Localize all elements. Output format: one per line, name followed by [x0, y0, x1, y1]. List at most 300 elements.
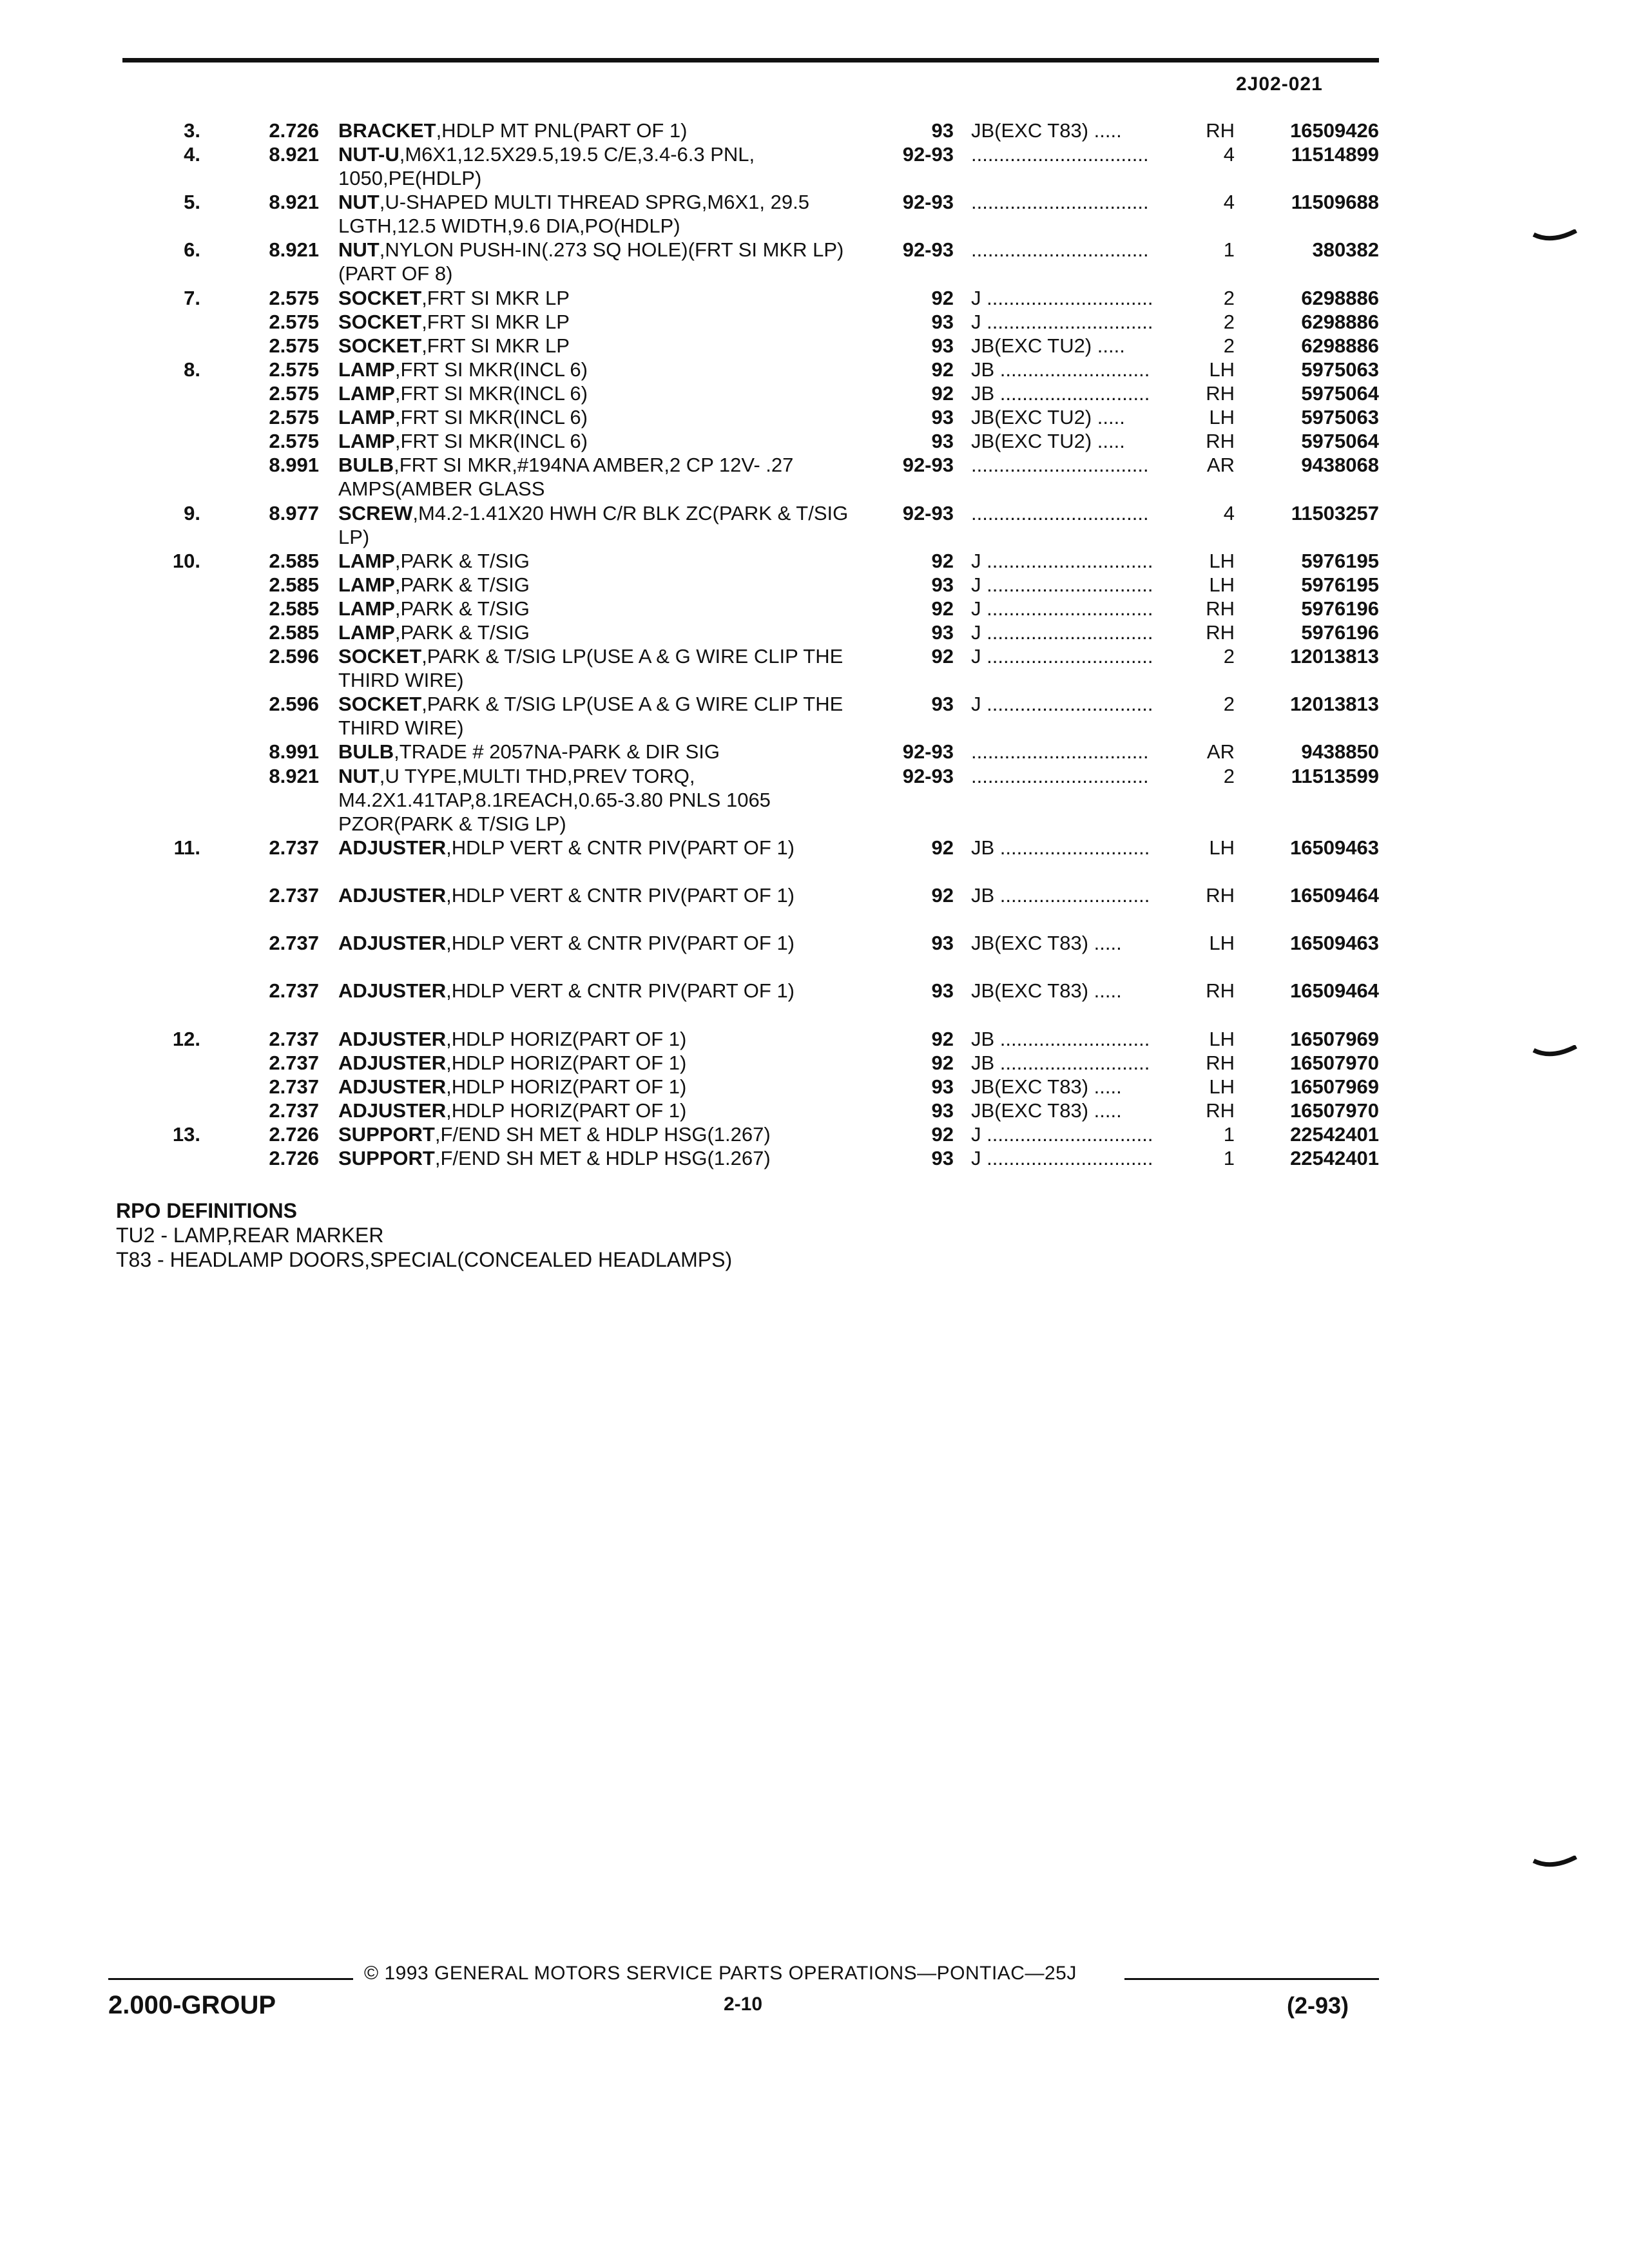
part-name: ADJUSTER: [338, 979, 447, 1003]
model-year: 93: [931, 119, 954, 142]
part-detail: ,FRT SI MKR(INCL 6): [394, 430, 588, 453]
quantity: RH: [1206, 1051, 1235, 1074]
part-name: ADJUSTER: [338, 884, 447, 907]
group-number: 8.921: [269, 191, 319, 214]
part-description: [338, 142, 873, 190]
part-description: [338, 119, 873, 142]
part-number: 12013813: [1290, 645, 1379, 668]
part-detail: ,HDLP VERT & CNTR PIV(PART OF 1): [446, 884, 795, 907]
quantity: 2: [1223, 334, 1235, 357]
group-number: 2.737: [269, 1099, 319, 1122]
part-description: [338, 597, 873, 620]
part-number: 5975063: [1301, 406, 1379, 429]
model-year: 92-93: [902, 143, 954, 166]
part-detail: ,U-SHAPED MULTI THREAD SPRG,M6X1, 29.5 LGTH,12.5 WIDTH,9.6 DIA,PO(HDLP): [338, 191, 809, 238]
usage-option: J ..............................: [971, 1147, 1153, 1170]
part-row: [0, 1075, 1629, 1099]
usage-option: ................................: [971, 454, 1149, 477]
quantity: LH: [1209, 358, 1235, 381]
usage-option: JB(EXC T83) .....: [971, 932, 1122, 955]
part-description: [338, 405, 873, 429]
part-number: 6298886: [1301, 286, 1379, 309]
part-number: 5975064: [1301, 382, 1379, 405]
part-number: 16509463: [1290, 836, 1379, 859]
quantity: LH: [1209, 573, 1235, 596]
group-number: 2.596: [269, 693, 319, 716]
group-number: 8.921: [269, 764, 319, 787]
part-name: LAMP: [338, 430, 395, 453]
part-row: [0, 931, 1629, 979]
group-number: 2.737: [269, 932, 319, 955]
part-number: 11514899: [1291, 143, 1379, 166]
group-number: 2.575: [269, 430, 319, 453]
part-index: 7.: [184, 286, 200, 309]
part-number: 5975064: [1301, 430, 1379, 453]
footer-rule-right: [1124, 1978, 1379, 1980]
part-number: 5976196: [1301, 620, 1379, 644]
group-number: 2.596: [269, 645, 319, 668]
part-number: 22542401: [1290, 1147, 1379, 1170]
group-number: 8.977: [269, 501, 319, 524]
footer-date: (2-93): [1287, 1992, 1349, 2019]
quantity: LH: [1209, 836, 1235, 859]
part-number: 5975063: [1301, 358, 1379, 381]
part-detail: ,HDLP HORIZ(PART OF 1): [446, 1099, 687, 1122]
part-name: LAMP: [338, 358, 395, 381]
part-row: [0, 836, 1629, 883]
part-name: SOCKET: [338, 310, 422, 333]
part-detail: ,NYLON PUSH-IN(.273 SQ HOLE)(FRT SI MKR LP)(PART OF 8): [338, 238, 844, 285]
group-number: 2.585: [269, 597, 319, 620]
part-row: [0, 597, 1629, 620]
model-year: 93: [931, 979, 954, 1003]
part-index: 4.: [184, 143, 200, 166]
usage-option: JB ...........................: [971, 884, 1150, 907]
group-number: 2.575: [269, 334, 319, 357]
top-rule: [122, 58, 1379, 62]
model-year: 93: [931, 1075, 954, 1098]
model-year: 92-93: [902, 454, 954, 477]
part-detail: ,F/END SH MET & HDLP HSG(1.267): [434, 1147, 771, 1170]
group-number: 2.575: [269, 406, 319, 429]
usage-option: J ..............................: [971, 549, 1153, 572]
model-year: 92: [931, 1027, 954, 1050]
part-name: ADJUSTER: [338, 1027, 447, 1050]
quantity: RH: [1206, 979, 1235, 1003]
part-index: 12.: [172, 1027, 200, 1050]
part-name: SOCKET: [338, 645, 422, 668]
part-number: 22542401: [1290, 1122, 1379, 1146]
part-description: [338, 692, 873, 740]
part-row: [0, 501, 1629, 549]
part-description: [338, 1075, 873, 1099]
part-detail: ,U TYPE,MULTI THD,PREV TORQ, M4.2X1.41TAP,8.1REACH,0.65-3.80 PNLS 1065 PZOR(PARK & T/SIG LP): [338, 764, 771, 835]
part-row: [0, 549, 1629, 573]
part-row: [0, 190, 1629, 238]
part-row: [0, 429, 1629, 453]
quantity: RH: [1206, 1099, 1235, 1122]
usage-option: JB ...........................: [971, 1027, 1150, 1050]
part-description: [338, 429, 873, 453]
quantity: LH: [1209, 1075, 1235, 1098]
part-row: [0, 381, 1629, 405]
part-detail: ,FRT SI MKR(INCL 6): [394, 382, 588, 405]
usage-option: ................................: [971, 143, 1149, 166]
quantity: LH: [1209, 932, 1235, 955]
part-description: [338, 764, 873, 836]
part-description: [338, 501, 873, 549]
model-year: 92: [931, 1051, 954, 1074]
part-row: [0, 692, 1629, 740]
model-year: 92: [931, 884, 954, 907]
part-name: SCREW: [338, 501, 413, 524]
part-name: NUT-U: [338, 143, 400, 166]
part-detail: ,FRT SI MKR(INCL 6): [394, 358, 588, 381]
part-detail: ,TRADE # 2057NA-PARK & DIR SIG: [394, 740, 720, 764]
part-description: [338, 334, 873, 358]
part-name: LAMP: [338, 382, 395, 405]
part-name: ADJUSTER: [338, 1075, 447, 1098]
part-detail: ,M6X1,12.5X29.5,19.5 C/E,3.4-6.3 PNL, 1050,PE(HDLP): [338, 143, 755, 190]
usage-option: JB(EXC T83) .....: [971, 119, 1122, 142]
model-year: 93: [931, 693, 954, 716]
part-name: LAMP: [338, 573, 395, 596]
quantity: 2: [1223, 286, 1235, 309]
usage-option: J ..............................: [971, 597, 1153, 620]
part-name: SOCKET: [338, 693, 422, 716]
model-year: 92: [931, 597, 954, 620]
part-row: [0, 764, 1629, 836]
group-number: 2.737: [269, 1027, 319, 1050]
usage-option: J ..............................: [971, 1122, 1153, 1146]
quantity: 2: [1223, 310, 1235, 333]
part-index: 8.: [184, 358, 200, 381]
rpo-line: T83 - HEADLAMP DOORS,SPECIAL(CONCEALED HEADLAMPS): [116, 1248, 733, 1271]
part-number: 5976195: [1301, 573, 1379, 596]
part-detail: ,FRT SI MKR LP: [421, 334, 570, 357]
quantity: RH: [1206, 884, 1235, 907]
quantity: AR: [1206, 740, 1235, 764]
model-year: 92-93: [902, 501, 954, 524]
usage-option: J ..............................: [971, 693, 1153, 716]
group-number: 2.737: [269, 884, 319, 907]
part-row: [0, 1051, 1629, 1075]
usage-option: ................................: [971, 191, 1149, 214]
part-name: NUT: [338, 238, 380, 262]
part-description: [338, 1051, 873, 1075]
group-number: 2.575: [269, 358, 319, 381]
part-detail: ,HDLP HORIZ(PART OF 1): [446, 1027, 687, 1050]
model-year: 92: [931, 645, 954, 668]
usage-option: JB ...........................: [971, 382, 1150, 405]
part-number: 16507970: [1290, 1099, 1379, 1122]
part-detail: ,HDLP HORIZ(PART OF 1): [446, 1051, 687, 1074]
part-description: [338, 381, 873, 405]
part-name: SOCKET: [338, 286, 422, 309]
part-name: BULB: [338, 740, 394, 764]
usage-option: JB ...........................: [971, 358, 1150, 381]
part-name: LAMP: [338, 406, 395, 429]
group-number: 8.991: [269, 740, 319, 764]
usage-option: JB(EXC T83) .....: [971, 1075, 1122, 1098]
group-number: 2.585: [269, 573, 319, 596]
usage-option: JB(EXC TU2) .....: [971, 430, 1125, 453]
part-description: [338, 453, 873, 501]
usage-option: JB ...........................: [971, 1051, 1150, 1074]
part-row: [0, 979, 1629, 1026]
quantity: RH: [1206, 620, 1235, 644]
model-year: 92-93: [902, 238, 954, 262]
part-name: SUPPORT: [338, 1147, 435, 1170]
part-name: LAMP: [338, 620, 395, 644]
part-number: 16507969: [1290, 1075, 1379, 1098]
quantity: 1: [1223, 238, 1235, 262]
part-row: [0, 644, 1629, 692]
part-name: SOCKET: [338, 334, 422, 357]
model-year: 93: [931, 573, 954, 596]
part-description: [338, 573, 873, 597]
usage-option: ................................: [971, 740, 1149, 764]
parts-list: [0, 119, 1629, 1170]
model-year: 92: [931, 286, 954, 309]
part-number: 11503257: [1291, 501, 1379, 524]
quantity: 2: [1223, 764, 1235, 787]
group-number: 2.737: [269, 979, 319, 1003]
part-number: 12013813: [1290, 693, 1379, 716]
part-number: 5976196: [1301, 597, 1379, 620]
part-description: [338, 190, 873, 238]
usage-option: J ..............................: [971, 645, 1153, 668]
quantity: 4: [1223, 191, 1235, 214]
part-name: NUT: [338, 764, 380, 787]
group-number: 8.921: [269, 143, 319, 166]
model-year: 93: [931, 406, 954, 429]
part-row: [0, 334, 1629, 358]
part-number: 9438850: [1301, 740, 1379, 764]
quantity: 1: [1223, 1122, 1235, 1146]
quantity: 4: [1223, 143, 1235, 166]
part-description: [338, 549, 873, 573]
rpo-heading: RPO DEFINITIONS: [116, 1199, 297, 1222]
group-number: 2.575: [269, 382, 319, 405]
part-name: ADJUSTER: [338, 1051, 447, 1074]
part-description: [338, 1146, 873, 1170]
quantity: RH: [1206, 597, 1235, 620]
quantity: 4: [1223, 501, 1235, 524]
footer-group: 2.000-GROUP: [108, 1991, 276, 2019]
part-number: 16507969: [1290, 1027, 1379, 1050]
group-number: 2.575: [269, 310, 319, 333]
part-row: [0, 286, 1629, 310]
model-year: 92: [931, 358, 954, 381]
usage-option: ................................: [971, 238, 1149, 262]
model-year: 93: [931, 430, 954, 453]
part-number: 16509463: [1290, 932, 1379, 955]
model-year: 92: [931, 382, 954, 405]
usage-option: J ..............................: [971, 620, 1153, 644]
part-description: [338, 1099, 873, 1122]
model-year: 92: [931, 836, 954, 859]
group-number: 8.991: [269, 454, 319, 477]
part-number: 16507970: [1290, 1051, 1379, 1074]
part-description: [338, 1122, 873, 1146]
part-number: 5976195: [1301, 549, 1379, 572]
usage-option: JB ...........................: [971, 836, 1150, 859]
part-detail: ,HDLP VERT & CNTR PIV(PART OF 1): [446, 932, 795, 955]
part-row: [0, 453, 1629, 501]
group-number: 2.575: [269, 286, 319, 309]
usage-option: JB(EXC TU2) .....: [971, 334, 1125, 357]
usage-option: JB(EXC TU2) .....: [971, 406, 1125, 429]
quantity: RH: [1206, 382, 1235, 405]
footer-copyright: © 1993 GENERAL MOTORS SERVICE PARTS OPERATIONS—PONTIAC—25J: [364, 1963, 1077, 1984]
usage-option: JB(EXC T83) .....: [971, 1099, 1122, 1122]
model-year: 93: [931, 310, 954, 333]
model-year: 92-93: [902, 191, 954, 214]
part-detail: ,HDLP VERT & CNTR PIV(PART OF 1): [446, 836, 795, 859]
quantity: 2: [1223, 693, 1235, 716]
part-description: [338, 740, 873, 764]
part-detail: ,PARK & T/SIG LP(USE A & G WIRE CLIP THE THIRD WIRE): [338, 645, 843, 692]
part-detail: ,HDLP HORIZ(PART OF 1): [446, 1075, 687, 1098]
group-number: 2.585: [269, 549, 319, 572]
model-year: 92: [931, 1122, 954, 1146]
rpo-definitions: [116, 1198, 732, 1272]
quantity: AR: [1206, 454, 1235, 477]
group-number: 2.726: [269, 1147, 319, 1170]
part-row: [0, 620, 1629, 644]
part-number: 11513599: [1291, 764, 1379, 787]
group-number: 2.726: [269, 119, 319, 142]
part-number: 9438068: [1301, 454, 1379, 477]
part-name: ADJUSTER: [338, 1099, 447, 1122]
model-year: 93: [931, 1099, 954, 1122]
part-index: 6.: [184, 238, 200, 262]
part-row: [0, 1027, 1629, 1051]
part-detail: ,FRT SI MKR,#194NA AMBER,2 CP 12V- .27 AMPS(AMBER GLASS: [338, 454, 794, 501]
model-year: 92-93: [902, 740, 954, 764]
model-year: 93: [931, 932, 954, 955]
quantity: LH: [1209, 406, 1235, 429]
group-number: 2.585: [269, 620, 319, 644]
part-description: [338, 931, 873, 955]
group-number: 8.921: [269, 238, 319, 262]
part-detail: ,FRT SI MKR(INCL 6): [394, 406, 588, 429]
part-description: [338, 1027, 873, 1051]
part-description: [338, 836, 873, 860]
part-row: [0, 1122, 1629, 1146]
part-index: 5.: [184, 191, 200, 214]
part-detail: ,HDLP MT PNL(PART OF 1): [436, 119, 688, 142]
quantity: 2: [1223, 645, 1235, 668]
model-year: 93: [931, 620, 954, 644]
model-year: 92-93: [902, 764, 954, 787]
part-index: 13.: [172, 1122, 200, 1146]
part-description: [338, 979, 873, 1003]
usage-option: J ..............................: [971, 310, 1153, 333]
part-detail: ,PARK & T/SIG: [394, 549, 530, 572]
part-row: [0, 142, 1629, 190]
part-detail: ,PARK & T/SIG LP(USE A & G WIRE CLIP THE THIRD WIRE): [338, 693, 843, 740]
part-name: BRACKET: [338, 119, 436, 142]
quantity: LH: [1209, 1027, 1235, 1050]
part-row: [0, 573, 1629, 597]
scan-mark: [1532, 1045, 1577, 1062]
part-detail: ,FRT SI MKR LP: [421, 286, 570, 309]
part-row: [0, 1099, 1629, 1122]
part-number: 6298886: [1301, 310, 1379, 333]
part-name: BULB: [338, 454, 394, 477]
group-number: 2.737: [269, 1051, 319, 1074]
quantity: RH: [1206, 430, 1235, 453]
part-description: [338, 883, 873, 907]
footer-page-number: 2-10: [724, 1994, 763, 2015]
part-description: [338, 310, 873, 334]
part-number: 16509464: [1290, 979, 1379, 1003]
rpo-line: TU2 - LAMP,REAR MARKER: [116, 1224, 384, 1247]
footer-rule-left: [108, 1978, 353, 1980]
part-detail: ,FRT SI MKR LP: [421, 310, 570, 333]
part-name: SUPPORT: [338, 1122, 435, 1146]
part-row: [0, 1146, 1629, 1170]
part-number: 11509688: [1291, 191, 1379, 214]
group-number: 2.737: [269, 1075, 319, 1098]
part-description: [338, 238, 873, 285]
scan-mark: [1532, 1856, 1577, 1872]
part-description: [338, 644, 873, 692]
part-row: [0, 238, 1629, 285]
usage-option: J ..............................: [971, 286, 1153, 309]
part-description: [338, 286, 873, 310]
part-detail: ,PARK & T/SIG: [394, 597, 530, 620]
part-number: 6298886: [1301, 334, 1379, 357]
part-name: NUT: [338, 191, 380, 214]
part-detail: ,PARK & T/SIG: [394, 573, 530, 596]
quantity: 1: [1223, 1147, 1235, 1170]
part-detail: ,F/END SH MET & HDLP HSG(1.267): [434, 1122, 771, 1146]
part-number: 16509426: [1290, 119, 1379, 142]
part-name: ADJUSTER: [338, 932, 447, 955]
quantity: LH: [1209, 549, 1235, 572]
part-index: 9.: [184, 501, 200, 524]
quantity: RH: [1206, 119, 1235, 142]
part-row: [0, 883, 1629, 931]
model-year: 93: [931, 1147, 954, 1170]
part-row: [0, 740, 1629, 764]
part-name: ADJUSTER: [338, 836, 447, 859]
part-row: [0, 310, 1629, 334]
page-id: 2J02-021: [1236, 73, 1323, 95]
part-name: LAMP: [338, 549, 395, 572]
usage-option: ................................: [971, 764, 1149, 787]
part-detail: ,PARK & T/SIG: [394, 620, 530, 644]
part-index: 10.: [172, 549, 200, 572]
scan-mark: [1532, 229, 1577, 246]
part-detail: ,M4.2-1.41X20 HWH C/R BLK ZC(PARK & T/SIG LP): [338, 501, 849, 548]
group-number: 2.726: [269, 1122, 319, 1146]
part-index: 3.: [184, 119, 200, 142]
part-name: LAMP: [338, 597, 395, 620]
part-detail: ,HDLP VERT & CNTR PIV(PART OF 1): [446, 979, 795, 1003]
group-number: 2.737: [269, 836, 319, 859]
part-row: [0, 405, 1629, 429]
usage-option: J ..............................: [971, 573, 1153, 596]
model-year: 92: [931, 549, 954, 572]
part-description: [338, 358, 873, 381]
part-index: 11.: [173, 836, 200, 859]
part-row: [0, 358, 1629, 381]
part-description: [338, 620, 873, 644]
